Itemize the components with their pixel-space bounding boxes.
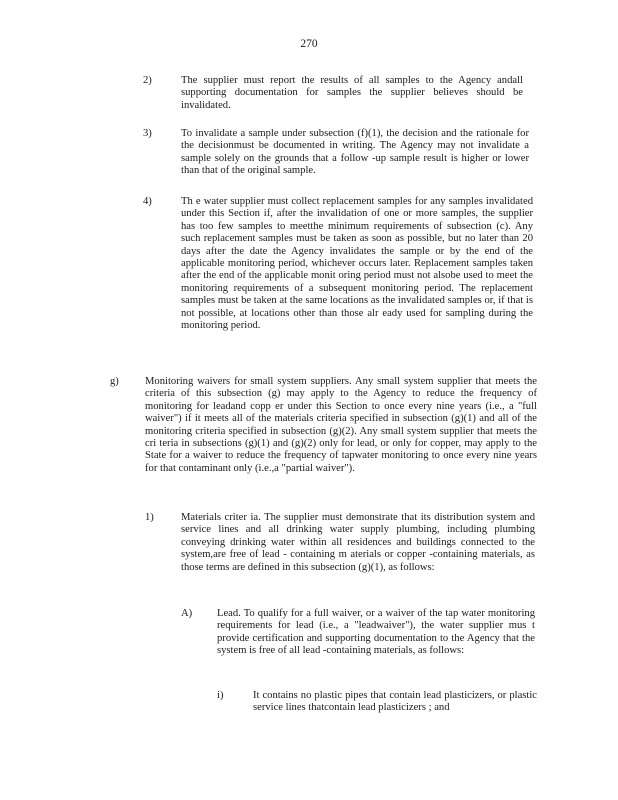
page-number: 270 — [300, 38, 318, 50]
paragraph-1 — [181, 512, 535, 574]
item-marker: A) — [181, 608, 193, 619]
item-marker: 1) — [145, 512, 154, 523]
paragraph-text: Monitoring waivers for small system suppliers. Any small system supplier that meets the criteria of this subsection (g) may apply to the Agency to reduce the frequency of monitoring for leadand copp er under this Section to once every nine years (i.e., a "full waiver") if it meets all of the materials criteria specified in subsection (g)(1) and all of the monitoring criteria specified in subsection (g)(2). Any small system supplier that meets the cri teria in subsections (g)(1) and (g)(2) only for lead, or only for copper, may apply to the State for a waiver to reduce the frequency of tapwater monitoring to once every nine years for that contaminant only (i.e.,a "partial waiver"). — [145, 376, 537, 474]
item-marker: 4) — [143, 196, 152, 207]
paragraph-g — [145, 376, 537, 475]
paragraph-text: To invalidate a sample under subsection (f)(1), the decision and the rationale for the decisionmust be documented in writing. The Agency may not invalidate a sample solely on the grounds that a follow -up sample result is higher or lower than that of the original sample. — [181, 128, 529, 177]
item-marker: i) — [217, 690, 224, 701]
paragraph-text: Materials criter ia. The supplier must demonstrate that its distribution system and service lines and all drinking water supply plumbing, including plumbing conveying drinking water within all residences and buildings connected to the system,are free of lead - containing m aterials or copper -containing materials, as those terms are defined in this subsection (g)(1), as follows: — [181, 512, 535, 573]
paragraph-text: The supplier must report the results of all samples to the Agency andall supporting documentation for samples the supplier believes should be invalidated. — [181, 75, 523, 111]
item-marker: 2) — [143, 75, 152, 86]
item-marker: 3) — [143, 128, 152, 139]
paragraph-text: Lead. To qualify for a full waiver, or a waiver of the tap water monitoring requirements for lead (i.e., a "leadwaiver"), the water supplier mus t provide certification and supporting documentation to the Agency that the system is free of all lead -containing materials, as follows: — [217, 608, 535, 657]
paragraph-a — [217, 608, 535, 658]
paragraph-3 — [181, 128, 529, 178]
paragraph-text: Th e water supplier must collect replacement samples for any samples invalidated under this Section if, after the invalidation of one or more samples, the supplier has too few samples to meetthe minimum requirements of subsection (c). Any such replacement samples must be taken as soon as possible, but no later than 20 days after the date the Agency invalidates the sample or by the end of the applicable monitoring period, whichever occurs later. Replacement samples taken after the end of the applicable monit oring period must not alsobe used to meet the monitoring requirements of a subsequent monitoring period. The replacement samples must be taken at the same locations as the invalidated samples or, if that is not possible, at locations other than those alr eady used for sampling during the monitoring period. — [181, 196, 533, 332]
paragraph-i — [253, 690, 537, 715]
item-marker: g) — [110, 376, 119, 387]
paragraph-text: It contains no plastic pipes that contain lead plasticizers, or plastic service lines thatcontain lead plasticizers ; and — [253, 690, 537, 714]
paragraph-4 — [181, 196, 533, 332]
paragraph-2 — [181, 75, 523, 112]
